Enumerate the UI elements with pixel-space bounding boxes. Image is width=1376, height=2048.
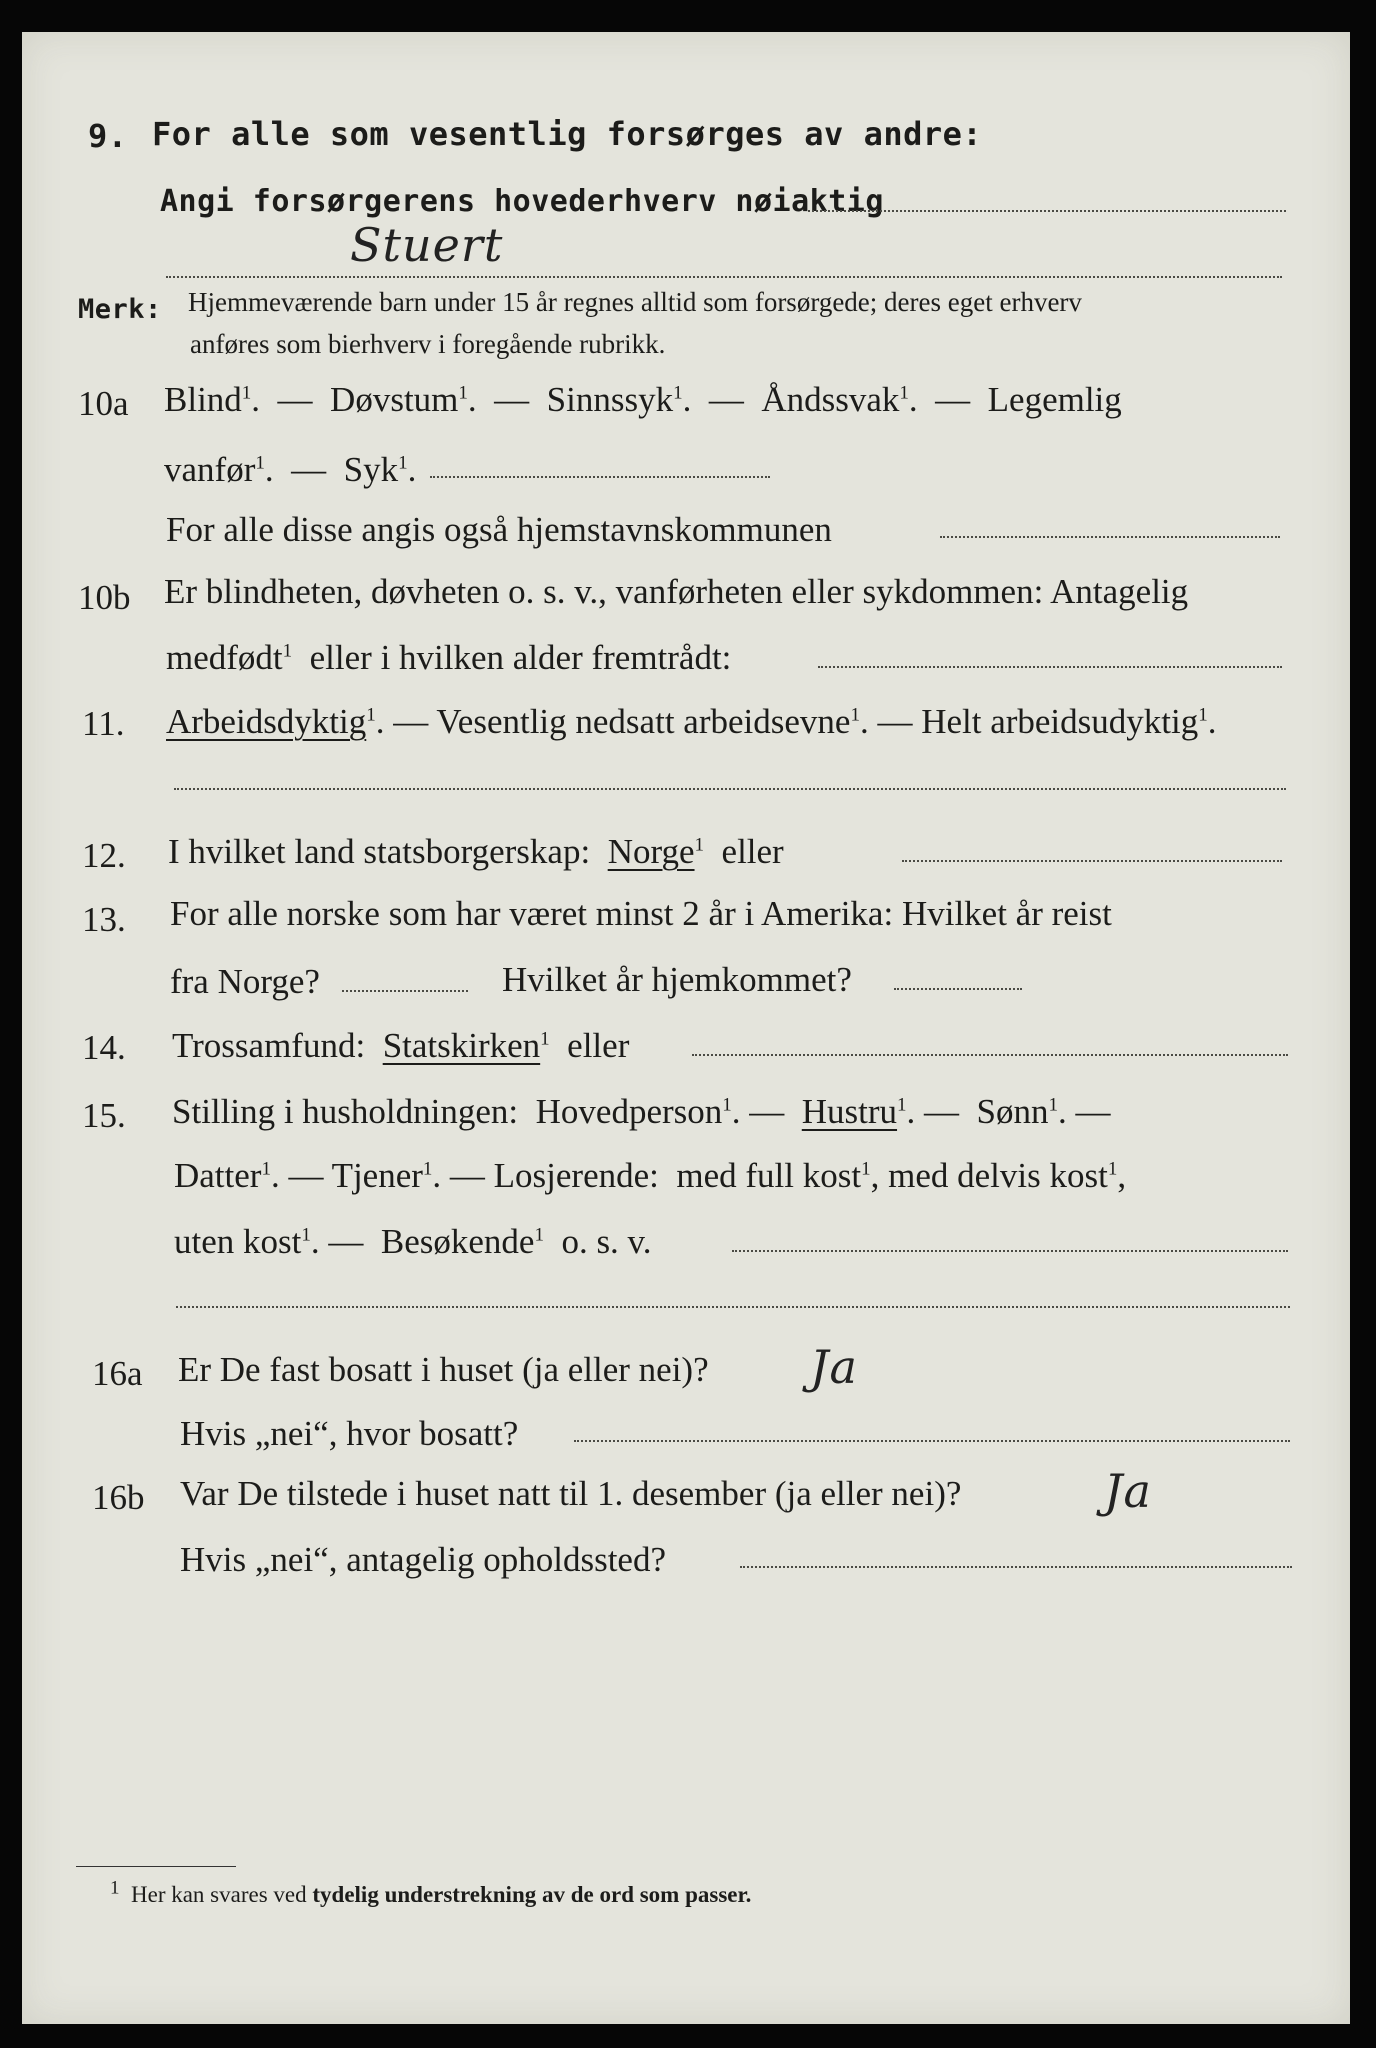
q9-answer-dotted-line xyxy=(166,276,1282,278)
q10b-dotted-line xyxy=(818,666,1282,668)
q9-title: For alle som vesentlig forsørges av andre: xyxy=(152,115,983,153)
q11-line-1: Arbeidsdyktig$^1$. — Vesentlig nedsatt arbeidsevne$^1$. — Helt arbeidsudyktig$^1$. xyxy=(166,702,1217,741)
option-syk: Syk xyxy=(343,450,399,489)
q10b-line-1: Er blindheten, døvheten o. s. v., vanførheten eller sykdommen: Antagelig xyxy=(164,572,1189,611)
footnote-bold: tydelig understrekning av de ord som passer. xyxy=(312,1882,752,1907)
q13-line-1: For alle norske som har været minst 2 år i Amerika: Hvilket år reist xyxy=(170,894,1112,933)
q13-hjemkommet-dotted-line xyxy=(894,988,1022,990)
option-blind: Blind xyxy=(164,380,242,419)
q14-dotted-line xyxy=(692,1054,1288,1056)
q11-dotted-line xyxy=(174,788,1286,790)
q16b-dotted-line xyxy=(740,1566,1292,1568)
q10a-hjemstavn-dotted-line xyxy=(940,536,1280,538)
q9-prompt-dotted-line xyxy=(808,210,1286,212)
footnote-rule xyxy=(76,1866,236,1867)
q12-dotted-line xyxy=(902,860,1282,862)
q15-line-2: Datter$^1$. — Tjener$^1$. — Losjerende: med full kost$^1$, med delvis kost$^1$, xyxy=(174,1156,1127,1195)
option-hustru-underlined: Hustru xyxy=(801,1092,898,1131)
q9-handwritten-answer: Stuert xyxy=(350,218,504,272)
option-uten-kost: uten kost xyxy=(174,1222,302,1261)
q15-osv-dotted-line xyxy=(732,1250,1288,1252)
q15-dotted-line xyxy=(176,1306,1290,1308)
option-delvis-kost: med delvis kost xyxy=(888,1156,1108,1195)
option-sonn: Sønn xyxy=(976,1092,1049,1131)
option-full-kost: med full kost xyxy=(676,1156,862,1195)
q15-line-1: Stilling i husholdningen: Hovedperson$^1$. — Hustru$^1$. — Sønn$^1$. — xyxy=(172,1092,1111,1131)
option-hovedperson: Hovedperson xyxy=(535,1092,723,1131)
note-line-2: anføres som bierhverv i foregående rubrikk. xyxy=(190,329,666,359)
q15-line-3: uten kost$^1$. — Besøkende$^1$ o. s. v. xyxy=(174,1222,652,1261)
q14-line: Trossamfund: Statskirken$^1$ eller xyxy=(172,1026,630,1065)
q13-reist-dotted-line xyxy=(342,990,468,992)
q13-line-2a: fra Norge? xyxy=(170,962,320,1001)
q12-number: 12. xyxy=(82,836,126,875)
q10a-line-3: For alle disse angis også hjemstavnskommunen xyxy=(166,510,832,549)
q16a-line-1: Er De fast bosatt i huset (ja eller nei)? xyxy=(178,1350,709,1389)
q10a-number: 10a xyxy=(78,384,129,423)
q16b-number: 16b xyxy=(92,1478,145,1517)
q10b-line-2: medfødt$^1$ eller i hvilken alder fremtrådt: xyxy=(166,638,732,677)
footnote-lead: Her kan svares ved xyxy=(131,1882,307,1907)
option-statskirken-underlined: Statskirken xyxy=(382,1026,541,1065)
option-legemlig: Legemlig xyxy=(987,380,1122,419)
q16b-line-1: Var De tilstede i huset natt til 1. desember (ja eller nei)? xyxy=(180,1474,962,1513)
q9-number: 9. xyxy=(88,117,128,155)
note-line-1: Hjemmeværende barn under 15 år regnes alltid som forsørgede; deres eget erhverv xyxy=(188,287,1082,317)
q10a-line-1: Blind$^1$. — Døvstum$^1$. — Sinnssyk$^1$. — Åndssvak$^1$. — Legemlig xyxy=(164,380,1122,419)
q16a-line-2: Hvis „nei“, hvor bosatt? xyxy=(180,1414,519,1453)
q12-line: I hvilket land statsborgerskap: Norge$^1$ eller xyxy=(168,832,784,871)
q13-number: 13. xyxy=(82,900,126,939)
option-besokende: Besøkende xyxy=(380,1222,535,1261)
option-tjener: Tjener xyxy=(331,1156,423,1195)
option-andssvak: Åndssvak xyxy=(761,380,900,419)
q16b-line-2: Hvis „nei“, antagelig opholdssted? xyxy=(180,1540,666,1579)
option-helt-arbeidsudyktig: Helt arbeidsudyktig xyxy=(921,702,1199,741)
q16a-handwritten-answer: Ja xyxy=(810,1340,858,1394)
q10a-line-2: vanfør$^1$. — Syk$^1$. xyxy=(164,450,417,489)
q16a-dotted-line xyxy=(574,1440,1290,1442)
footnote xyxy=(110,1877,752,1910)
q16a-number: 16a xyxy=(92,1354,143,1393)
option-arbeidsdyktig-underlined: Arbeidsdyktig xyxy=(166,702,367,741)
q14-number: 14. xyxy=(82,1028,126,1067)
q9-prompt: Angi forsørgerens hovederhverv nøiaktig xyxy=(160,184,884,219)
q10b-number: 10b xyxy=(78,578,131,617)
q15-number: 15. xyxy=(82,1096,126,1135)
option-dovstum: Døvstum xyxy=(330,380,459,419)
footnote-mark: 1 xyxy=(110,1877,120,1899)
q16b-handwritten-answer: Ja xyxy=(1104,1464,1152,1518)
option-vesentlig-nedsatt: Vesentlig nedsatt arbeidsevne xyxy=(436,702,851,741)
option-losjerende: Losjerende: xyxy=(493,1156,659,1195)
note-label: Merk: xyxy=(78,294,162,325)
option-datter: Datter xyxy=(174,1156,262,1195)
q10a-syk-dotted-line xyxy=(430,476,770,478)
option-vanfor: vanfør xyxy=(164,450,256,489)
option-medfodt: medfødt xyxy=(166,638,283,677)
q13-line-2b: Hvilket år hjemkommet? xyxy=(502,960,852,999)
option-sinnssyk: Sinnssyk xyxy=(546,380,674,419)
q11-number: 11. xyxy=(82,704,125,743)
option-norge-underlined: Norge xyxy=(607,832,695,871)
